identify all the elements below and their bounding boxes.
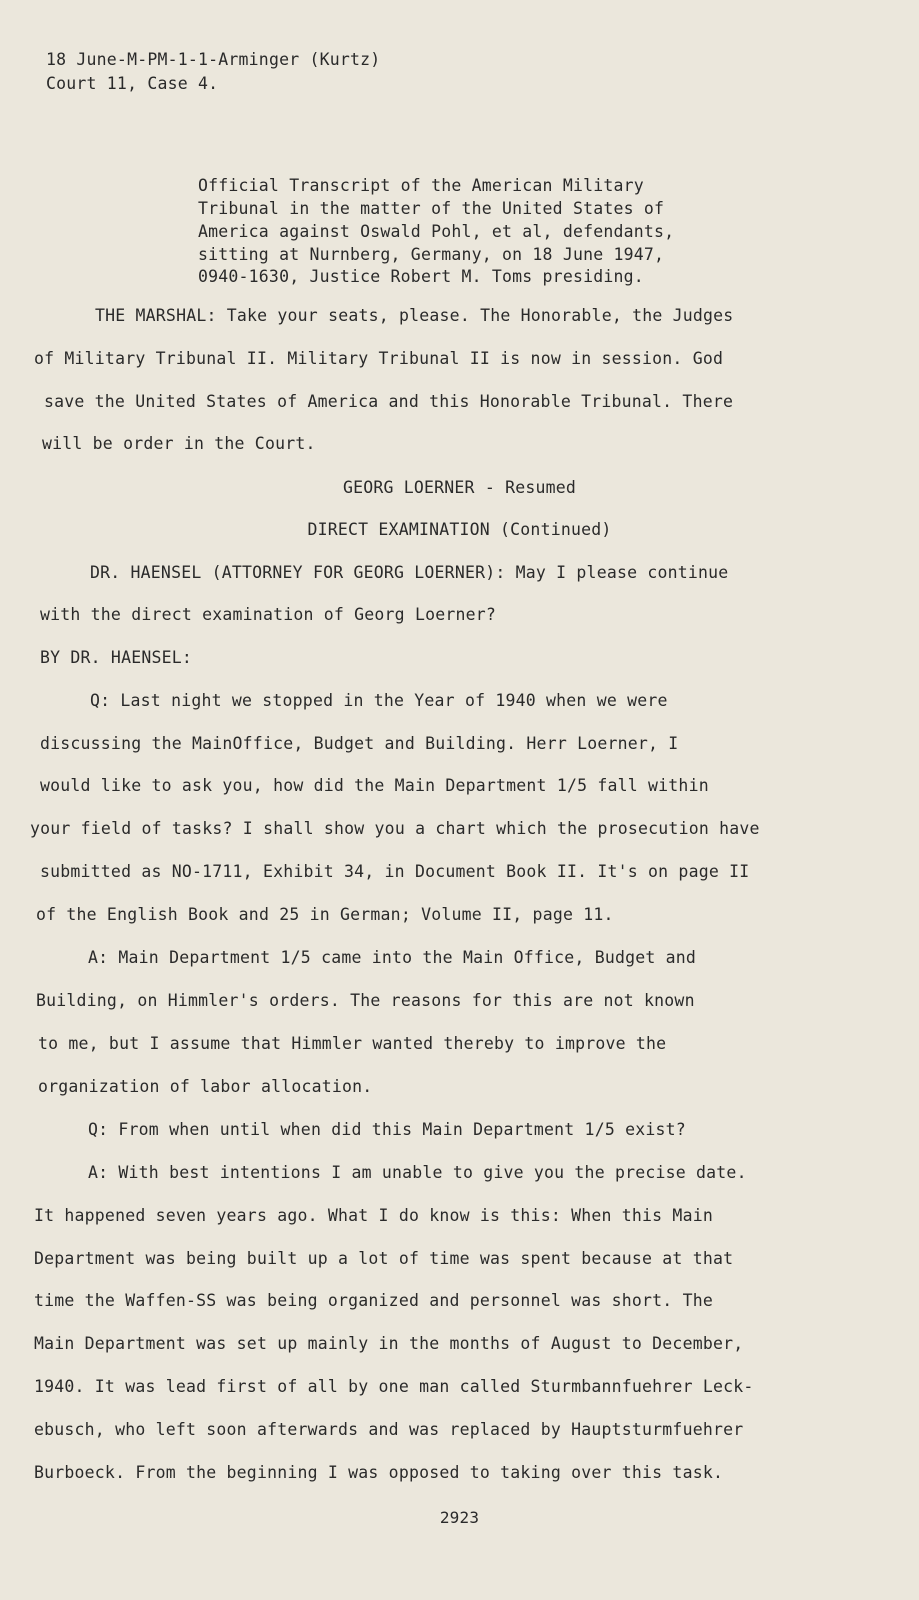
answer-line: time the Waffen-SS was being organized and personnel was short. The xyxy=(34,1291,713,1310)
question-line: of the English Book and 25 in German; Volume II, page 11. xyxy=(36,905,614,924)
answer-line: 1940. It was lead first of all by one man called Sturmbannfuehrer Leck- xyxy=(34,1377,754,1396)
question-line: submitted as NO-1711, Exhibit 34, in Document Book II. It's on page II xyxy=(40,862,750,881)
intro-line: sitting at Nurnberg, Germany, on 18 June 1947, xyxy=(198,245,665,264)
answer-line: Burboeck. From the beginning I was opposed to taking over this task. xyxy=(34,1463,724,1482)
witness-heading: GEORG LOERNER - Resumed xyxy=(342,478,577,497)
marshal-line: save the United States of America and this Honorable Tribunal. There xyxy=(44,392,734,411)
page-number: 2923 xyxy=(439,1508,480,1527)
counsel-line: DR. HAENSEL (ATTORNEY FOR GEORG LOERNER): May I please continue xyxy=(90,563,729,582)
answer-line: Main Department was set up mainly in the months of August to December, xyxy=(34,1334,744,1353)
answer-line: A: Main Department 1/5 came into the Main Office, Budget and xyxy=(88,948,697,967)
header-reference: 18 June-M-PM-1-1-Arminger (Kurtz) xyxy=(46,50,381,69)
examiner-line: BY DR. HAENSEL: xyxy=(40,648,193,667)
examination-heading: DIRECT EXAMINATION (Continued) xyxy=(307,520,612,539)
marshal-line: THE MARSHAL: Take your seats, please. The Honorable, the Judges xyxy=(95,306,734,325)
answer-line: to me, but I assume that Himmler wanted thereby to improve the xyxy=(38,1034,667,1053)
answer-line: Building, on Himmler's orders. The reasons for this are not known xyxy=(36,991,695,1010)
counsel-line: with the direct examination of Georg Loerner? xyxy=(40,605,497,624)
header-court-case: Court 11, Case 4. xyxy=(46,74,219,93)
answer-line: A: With best intentions I am unable to give you the precise date. xyxy=(88,1163,747,1182)
question-line: Q: From when until when did this Main Department 1/5 exist? xyxy=(88,1120,686,1139)
intro-line: America against Oswald Pohl, et al, defendants, xyxy=(198,222,675,241)
marshal-line: of Military Tribunal II. Military Tribunal II is now in session. God xyxy=(34,349,724,368)
marshal-line: will be order in the Court. xyxy=(42,434,316,453)
intro-line: Official Transcript of the American Military xyxy=(198,176,644,195)
question-line: discussing the MainOffice, Budget and Building. Herr Loerner, I xyxy=(40,734,679,753)
question-line: would like to ask you, how did the Main Department 1/5 fall within xyxy=(40,776,709,795)
answer-line: It happened seven years ago. What I do know is this: When this Main xyxy=(34,1206,713,1225)
answer-line: organization of labor allocation. xyxy=(38,1077,373,1096)
intro-line: 0940-1630, Justice Robert M. Toms presiding. xyxy=(198,267,644,286)
question-line: your field of tasks? I shall show you a chart which the prosecution have xyxy=(30,819,760,838)
intro-line: Tribunal in the matter of the United States of xyxy=(198,199,665,218)
answer-line: Department was being built up a lot of time was spent because at that xyxy=(34,1249,734,1268)
question-line: Q: Last night we stopped in the Year of 1940 when we were xyxy=(90,691,668,710)
answer-line: ebusch, who left soon afterwards and was replaced by Hauptsturmfuehrer xyxy=(34,1420,744,1439)
